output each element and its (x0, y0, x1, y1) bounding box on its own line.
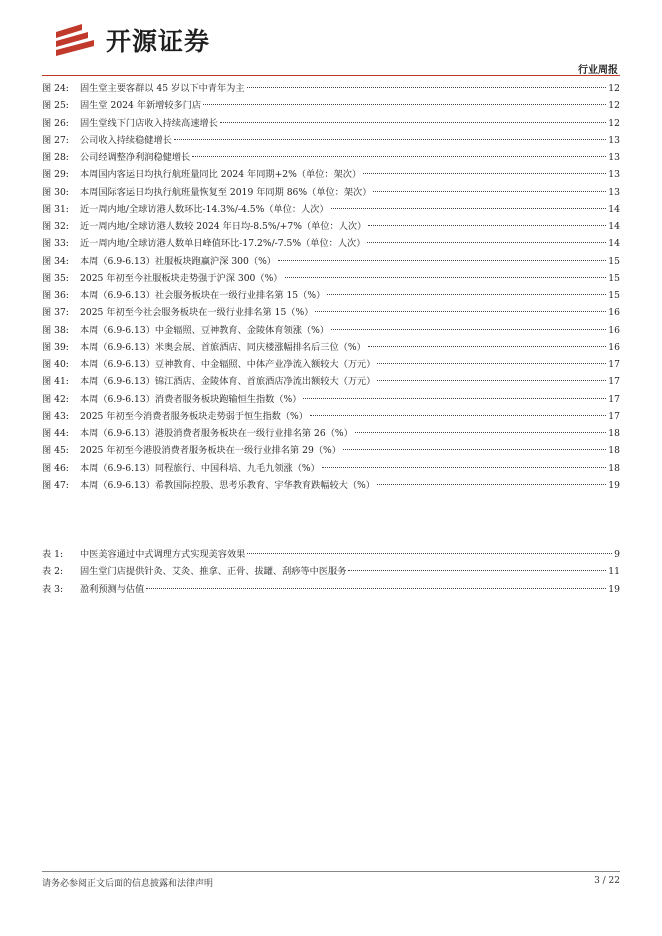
entry-page-number: 15 (608, 290, 620, 301)
entry-page-number: 17 (608, 410, 620, 422)
entry-label: 图 46: (42, 462, 69, 474)
entry-label: 图 29: (42, 169, 69, 181)
entry-label: 图 31: (42, 203, 69, 215)
figure-list-entry[interactable] (42, 235, 620, 252)
entry-title: 本周（6.9-6.13）豆神教育、中金辐照、中体产业净流入额较大（万元） (80, 359, 376, 370)
entry-title: 盈利预测与估值 (80, 583, 145, 595)
entry-title: 本周（6.9-6.13）米奥会展、首旅酒店、同庆楼涨幅排名后三位（%） (80, 341, 366, 353)
entry-page-number: 15 (608, 255, 620, 267)
figure-list-entry[interactable] (42, 166, 620, 183)
entry-page-number: 17 (608, 359, 620, 370)
figure-list-entry[interactable] (42, 184, 620, 201)
figure-list-entry[interactable] (42, 442, 620, 459)
dot-leader (247, 553, 612, 554)
entry-page-number: 19 (608, 479, 620, 491)
entry-label: 图 27: (42, 134, 69, 146)
figure-list-entry[interactable] (42, 373, 620, 390)
entry-title: 固生堂线下门店收入持续高速增长 (80, 117, 218, 129)
dot-leader (174, 139, 606, 140)
figure-list-entry[interactable] (42, 304, 620, 321)
entry-page-number: 13 (608, 134, 620, 146)
figure-list-entry[interactable] (42, 391, 620, 408)
entry-page-number: 17 (608, 393, 620, 405)
report-type-label: 行业周报 (578, 65, 618, 76)
entry-title: 2025 年初至今社会服务板块在一级行业排名第 15（%） (80, 307, 314, 319)
figure-list (42, 80, 620, 494)
figure-list-entry[interactable] (42, 132, 620, 149)
entry-page-number: 13 (608, 152, 620, 163)
entry-title: 公司经调整净利润稳健增长 (80, 152, 191, 163)
table-list (42, 546, 620, 598)
dot-leader (315, 311, 606, 312)
entry-title: 本周（6.9-6.13）社服板块跑赢沪深 300（%） (80, 255, 276, 267)
entry-label: 图 38: (42, 324, 69, 336)
dot-leader (192, 156, 606, 157)
figure-list-entry[interactable] (42, 460, 620, 477)
entry-label: 图 33: (42, 238, 69, 250)
dot-leader (343, 449, 606, 450)
entry-title: 本周（6.9-6.13）同程旅行、中国科培、九毛九领涨（%） (80, 462, 320, 474)
figure-list-entry[interactable] (42, 115, 620, 132)
dot-leader (310, 415, 606, 416)
entry-title: 2025 年初至今社服板块走势强于沪深 300（%） (80, 272, 283, 284)
dot-leader (377, 380, 606, 381)
footer-divider (42, 871, 620, 872)
entry-page-number: 14 (608, 238, 620, 250)
entry-label: 图 28: (42, 152, 69, 163)
entry-title: 本周（6.9-6.13）港股消费者服务板块在一级行业排名第 26（%） (80, 428, 353, 439)
entry-page-number: 12 (608, 83, 620, 94)
entry-page-number: 13 (608, 169, 620, 181)
entry-page-number: 18 (608, 445, 620, 457)
dot-leader (285, 277, 607, 278)
figure-list-entry[interactable] (42, 322, 620, 339)
entry-page-number: 9 (614, 549, 620, 560)
dot-leader (363, 173, 606, 174)
dot-leader (247, 87, 607, 88)
entry-title: 本周（6.9-6.13）中金辐照、豆神教育、金陵体育领涨（%） (80, 324, 330, 336)
entry-label: 图 41: (42, 376, 69, 388)
figure-list-entry[interactable] (42, 339, 620, 356)
entry-title: 近一周内地/全球访港人数环比-14.3%/-4.5%（单位：人次） (80, 203, 329, 215)
figure-list-entry[interactable] (42, 477, 620, 494)
entry-page-number: 18 (608, 428, 620, 439)
entry-page-number: 14 (608, 221, 620, 232)
figure-list-entry[interactable] (42, 201, 620, 218)
entry-label: 图 47: (42, 479, 69, 491)
page-number: 3 / 22 (594, 876, 620, 886)
header-divider (42, 75, 620, 76)
entry-page-number: 19 (608, 583, 620, 595)
entry-label: 图 32: (42, 221, 69, 232)
dot-leader (368, 346, 607, 347)
table-list-entry[interactable] (42, 581, 620, 598)
entry-page-number: 16 (608, 341, 620, 353)
page-header (0, 0, 662, 80)
dot-leader (348, 570, 606, 571)
dot-leader (327, 294, 606, 295)
entry-label: 图 34: (42, 255, 69, 267)
entry-page-number: 18 (608, 462, 620, 474)
entry-page-number: 16 (608, 307, 620, 319)
entry-page-number: 12 (608, 100, 620, 112)
entry-title: 本周（6.9-6.13）社会服务板块在一级行业排名第 15（%） (80, 290, 326, 301)
brand-logo (52, 22, 210, 58)
entry-label: 图 35: (42, 272, 69, 284)
figure-list-entry[interactable] (42, 287, 620, 304)
figure-list-entry[interactable] (42, 218, 620, 235)
dot-leader (303, 398, 606, 399)
entry-title: 本周（6.9-6.13）希教国际控股、思考乐教育、宇华教育跌幅较大（%） (80, 479, 375, 491)
entry-page-number: 12 (608, 117, 620, 129)
entry-title: 本周（6.9-6.13）锦江酒店、金陵体育、首旅酒店净流出额较大（万元） (80, 376, 376, 388)
figure-list-entry[interactable] (42, 97, 620, 114)
entry-label: 图 44: (42, 428, 69, 439)
entry-page-number: 16 (608, 324, 620, 336)
entry-title: 固生堂主要客群以 45 岁以下中青年为主 (80, 83, 245, 94)
entry-label: 图 40: (42, 359, 69, 370)
footer-disclaimer: 请务必参阅正文后面的信息披露和法律声明 (42, 879, 214, 889)
figure-list-entry[interactable] (42, 270, 620, 287)
figure-list-entry[interactable] (42, 425, 620, 442)
entry-title: 本周国际客运日均执行航班量恢复至 2019 年同期 86%（单位：架次） (80, 186, 372, 198)
figure-list-entry[interactable] (42, 408, 620, 425)
dot-leader (322, 467, 606, 468)
entry-title: 本周国内客运日均执行航班量同比 2024 年同期+2%（单位：架次） (80, 169, 362, 181)
entry-page-number: 15 (608, 272, 620, 284)
entry-label: 图 45: (42, 445, 69, 457)
dot-leader (331, 208, 607, 209)
entry-label: 图 39: (42, 341, 69, 353)
entry-label: 图 30: (42, 186, 69, 198)
entry-label: 表 2: (42, 566, 64, 578)
entry-label: 表 1: (42, 549, 64, 560)
figure-list-entry[interactable] (42, 149, 620, 166)
figure-list-entry[interactable] (42, 80, 620, 97)
entry-label: 图 43: (42, 410, 69, 422)
figure-list-entry[interactable] (42, 356, 620, 373)
entry-label: 图 42: (42, 393, 69, 405)
table-list-entry[interactable] (42, 563, 620, 580)
entry-page-number: 13 (608, 186, 620, 198)
brand-name: 开源证券 (106, 27, 211, 56)
entry-title: 近一周内地/全球访港人数较 2024 年日均-8.5%/+7%（单位：人次） (80, 221, 367, 232)
entry-label: 表 3: (42, 583, 64, 595)
figure-list-entry[interactable] (42, 253, 620, 270)
entry-title: 近一周内地/全球访港人数单日峰值环比-17.2%/-7.5%（单位：人次） (80, 238, 366, 250)
entry-title: 本周（6.9-6.13）消费者服务板块跑输恒生指数（%） (80, 393, 302, 405)
dot-leader (373, 191, 606, 192)
dot-leader (331, 329, 606, 330)
entry-title: 中医美容通过中式调理方式实现美容效果 (80, 549, 246, 560)
dot-leader (377, 363, 606, 364)
dot-leader (368, 225, 606, 226)
dot-leader (220, 122, 606, 123)
entry-title: 固生堂门店提供针灸、艾灸、推拿、正骨、拔罐、刮痧等中医服务 (80, 566, 347, 578)
entry-title: 公司收入持续稳健增长 (80, 134, 172, 146)
dot-leader (377, 484, 606, 485)
dot-leader (146, 588, 606, 589)
entry-title: 2025 年初至今消费者服务板块走势弱于恒生指数（%） (80, 410, 308, 422)
entry-label: 图 25: (42, 100, 69, 112)
entry-page-number: 11 (608, 566, 620, 578)
entry-title: 固生堂 2024 年新增较多门店 (80, 100, 202, 112)
kaiyuan-logo-icon (52, 22, 98, 58)
dot-leader (367, 242, 606, 243)
entry-label: 图 26: (42, 117, 69, 129)
entry-page-number: 17 (608, 376, 620, 388)
dot-leader (203, 104, 606, 105)
entry-title: 2025 年初至今港股消费者服务板块在一级行业排名第 29（%） (80, 445, 341, 457)
entry-label: 图 24: (42, 83, 69, 94)
entry-page-number: 14 (608, 203, 620, 215)
table-list-entry[interactable] (42, 546, 620, 563)
dot-leader (278, 260, 606, 261)
entry-label: 图 37: (42, 307, 69, 319)
entry-label: 图 36: (42, 290, 69, 301)
dot-leader (355, 432, 606, 433)
